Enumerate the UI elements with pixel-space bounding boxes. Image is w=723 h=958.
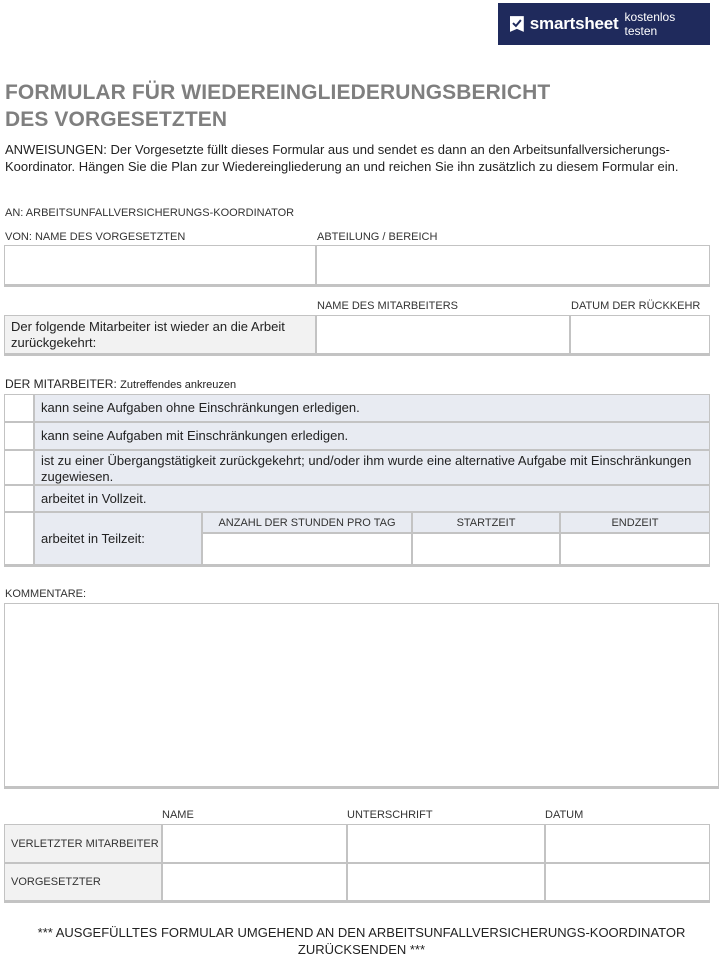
supervisor-name-field[interactable] (4, 245, 316, 285)
checkbox-with-restrictions[interactable] (4, 422, 34, 450)
end-time-header: ENDZEIT (560, 512, 710, 533)
hours-per-day-header: ANZAHL DER STUNDEN PRO TAG (202, 512, 412, 533)
signature-date-header: DATUM (545, 809, 584, 821)
supervisor-signature-field[interactable] (347, 863, 545, 901)
logo-cta: kostenlos testen (624, 10, 676, 38)
returned-statement: Der folgende Mitarbeiter ist wieder an die Arbeit zurückgekehrt: (4, 315, 316, 354)
comments-label: KOMMENTARE: (5, 588, 87, 600)
comments-field[interactable] (4, 603, 719, 787)
option-no-restrictions: kann seine Aufgaben ohne Einschränkungen erledigen. (34, 394, 710, 422)
return-date-label: DATUM DER RÜCKKEHR (571, 300, 701, 312)
checkbox-full-time[interactable] (4, 485, 34, 512)
checkmark-logo-icon (510, 16, 524, 32)
option-with-restrictions: kann seine Aufgaben mit Einschränkungen erledigen. (34, 422, 710, 450)
instructions-text: ANWEISUNGEN: Der Vorgesetzte füllt dieses Formular aus und sendet es dann an den Arbeitsunfallversicherungs-Koordinator. Hängen Sie die Plan zur Wiedereingliederung an und reichen Sie ihn zusätzlich zu diesem Formular ein. (5, 142, 679, 174)
option-part-time: arbeitet in Teilzeit: (34, 512, 202, 565)
department-field[interactable] (316, 245, 710, 285)
start-time-header: STARTZEIT (412, 512, 560, 533)
employee-name-field[interactable] (316, 315, 570, 354)
option-transitional-duty: ist zu einer Übergangstätigkeit zurückgekehrt; und/oder ihm wurde eine alternative Aufgabe mit Einschränkungen zugewiesen. (34, 450, 710, 485)
hours-per-day-field[interactable] (202, 533, 412, 565)
option-full-time: arbeitet in Vollzeit. (34, 485, 710, 512)
supervisor-name-sign-field[interactable] (162, 863, 347, 901)
checkbox-no-restrictions[interactable] (4, 394, 34, 422)
injured-employee-date-field[interactable] (545, 824, 710, 863)
supervisor-date-field[interactable] (545, 863, 710, 901)
employee-section-heading (5, 377, 236, 391)
smartsheet-logo-button[interactable] (498, 3, 710, 45)
logo-brand: smartsheet (529, 14, 619, 33)
title-line-2: DES VORGESETZTEN (5, 108, 228, 131)
department-label: ABTEILUNG / BEREICH (317, 231, 438, 243)
end-time-field[interactable] (560, 533, 710, 565)
injured-employee-label: VERLETZTER MITARBEITER (4, 824, 162, 863)
from-label: VON: NAME DES VORGESETZTEN (5, 231, 186, 243)
return-date-field[interactable] (570, 315, 710, 354)
injured-employee-name-field[interactable] (162, 824, 347, 863)
to-label: AN: ARBEITSUNFALLVERSICHERUNGS-KOORDINATOR (5, 207, 295, 219)
page-title (5, 79, 605, 133)
start-time-field[interactable] (412, 533, 560, 565)
injured-employee-signature-field[interactable] (347, 824, 545, 863)
employee-section-hint: Zutreffendes ankreuzen (120, 379, 237, 391)
signature-signature-header: UNTERSCHRIFT (347, 809, 433, 821)
supervisor-label: VORGESETZTER (4, 863, 162, 901)
checkbox-part-time[interactable] (4, 512, 34, 565)
employee-section-label: DER MITARBEITER: (5, 377, 117, 391)
employee-name-label: NAME DES MITARBEITERS (317, 300, 458, 312)
checkbox-transitional-duty[interactable] (4, 450, 34, 485)
footer-note: *** AUSGEFÜLLTES FORMULAR UMGEHEND AN DEN ARBEITSUNFALLVERSICHERUNGS-KOORDINATOR ZURÜCKSENDEN *** (37, 925, 686, 957)
title-line-1: FORMULAR FÜR WIEDEREINGLIEDERUNGSBERICHT (5, 81, 551, 104)
signature-name-header: NAME (162, 809, 194, 821)
